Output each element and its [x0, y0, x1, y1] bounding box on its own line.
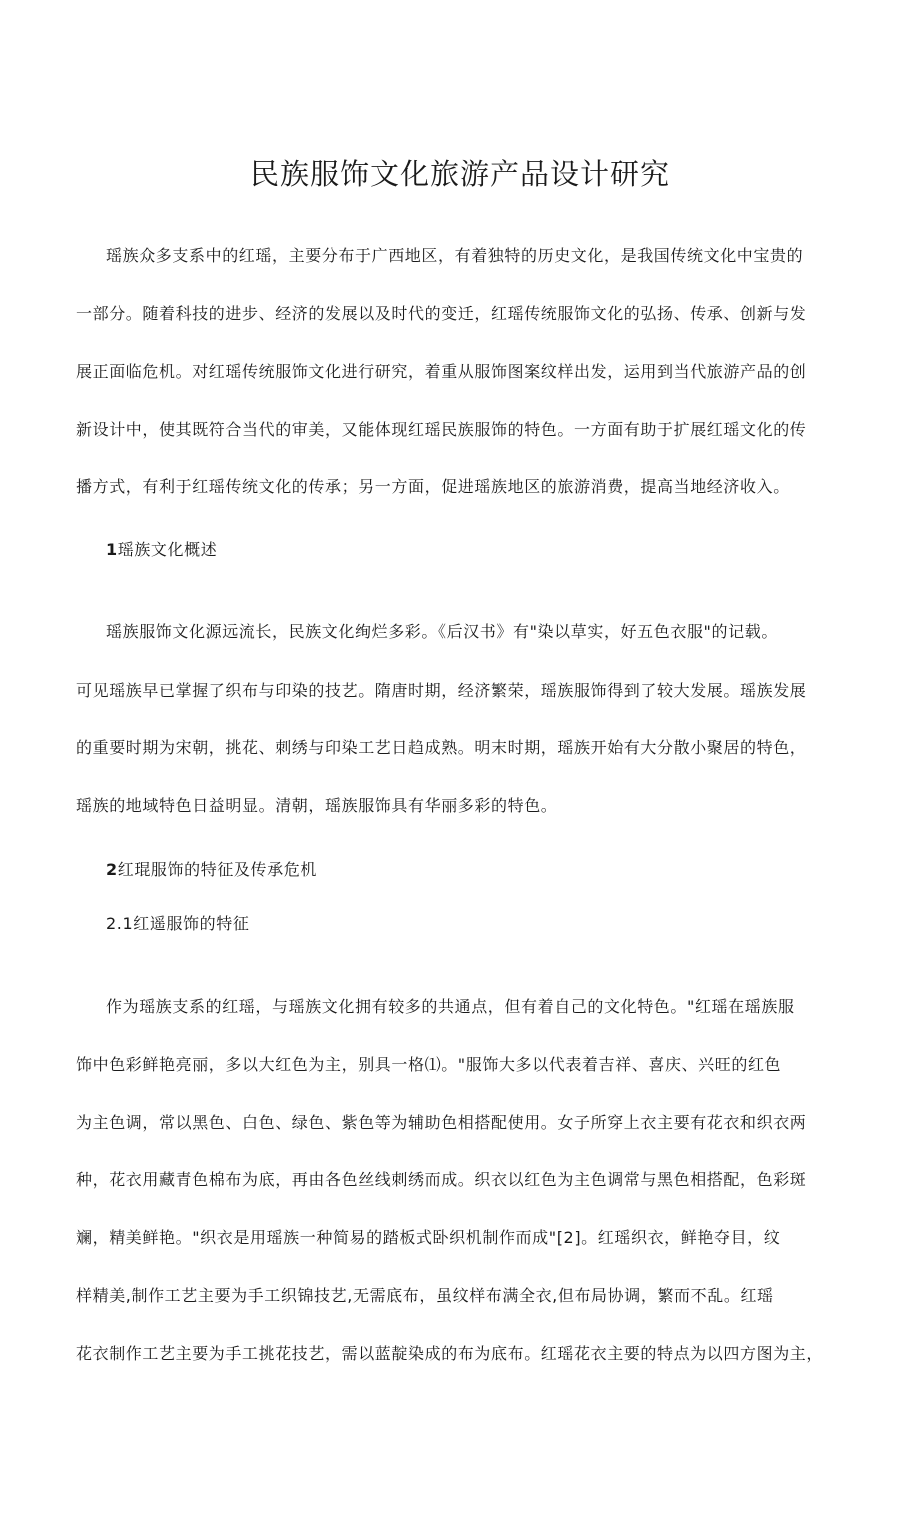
- section-2-1-heading: 2.1红遥服饰的特征: [106, 914, 250, 933]
- section-1-line: 瑶族的地域特色日益明显。清朝，瑶族服饰具有华丽多彩的特色。: [76, 796, 558, 815]
- section-2-line: 为主色调，常以黑色、白色、绿色、紫色等为辅助色相搭配使用。女子所穿上衣主要有花衣和织衣两: [76, 1113, 807, 1132]
- section-2-number: 2: [106, 860, 118, 879]
- section-2-line: 作为瑶族支系的红瑶，与瑶族文化拥有较多的共通点，但有着自己的文化特色。"红瑶在瑶族服: [106, 997, 795, 1016]
- section-2-line: 花衣制作工艺主要为手工挑花技艺，需以蓝靛染成的布为底布。红瑶花衣主要的特点为以四方图为主，: [76, 1344, 824, 1363]
- section-1-title: 瑶族文化概述: [117, 540, 218, 559]
- intro-line: 一部分。随着科技的进步、经济的发展以及时代的变迁，红瑶传统服饰文化的弘扬、传承、创新与发: [76, 304, 807, 323]
- section-1-heading: [106, 540, 217, 560]
- intro-line: 展正面临危机。对红瑶传统服饰文化进行研究，着重从服饰图案纹样出发，运用到当代旅游产品的创: [76, 362, 807, 381]
- intro-line: 新设计中，使其既符合当代的审美，又能体现红瑶民族服饰的特色。一方面有助于扩展红瑶文化的传: [76, 420, 807, 439]
- section-2-line: 种，花衣用藏青色棉布为底，再由各色丝线刺绣而成。织衣以红色为主色调常与黑色相搭配，色彩斑: [76, 1170, 807, 1189]
- intro-line: 瑶族众多支系中的红瑶，主要分布于广西地区，有着独特的历史文化，是我国传统文化中宝贵的: [106, 246, 804, 265]
- section-1-line: 瑶族服饰文化源远流长，民族文化绚烂多彩。《后汉书》有"染以草实，好五色衣服"的记载。: [106, 622, 778, 641]
- section-1-line: 可见瑶族早已掌握了织布与印染的技艺。隋唐时期，经济繁荣，瑶族服饰得到了较大发展。瑶族发展: [76, 681, 807, 700]
- section-2-line: 样精美,制作工艺主要为手工织锦技艺,无需底布，虽纹样布满全衣,但布局协调，繁而不乱。红瑶: [76, 1286, 774, 1305]
- section-2-heading: [106, 860, 317, 880]
- section-2-line: 饰中色彩鲜艳亮丽，多以大红色为主，别具一格⑴。"服饰大多以代表着吉祥、喜庆、兴旺的红色: [76, 1055, 782, 1074]
- section-2-line: 斓，精美鲜艳。"织衣是用瑶族一种简易的踏板式卧织机制作而成"[2]。红瑶织衣，鲜艳夺目，纹: [76, 1228, 781, 1247]
- intro-line: 播方式，有利于红瑶传统文化的传承；另一方面，促进瑶族地区的旅游消费，提高当地经济收入。: [76, 477, 790, 496]
- document-title: 民族服饰文化旅游产品设计研究: [249, 157, 670, 191]
- section-2-title: 红琨服饰的特征及传承危机: [117, 860, 317, 879]
- section-1-number: 1: [106, 540, 118, 559]
- section-1-line: 的重要时期为宋朝，挑花、刺绣与印染工艺日趋成熟。明末时期，瑶族开始有大分散小聚居的特色，: [76, 738, 807, 757]
